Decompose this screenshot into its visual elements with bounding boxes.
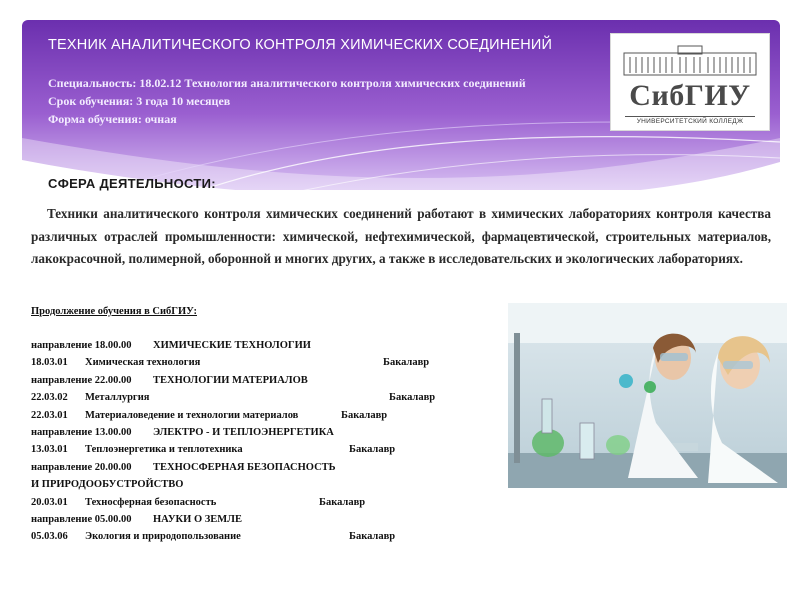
program-name: ЭЛЕКТРО - И ТЕПЛОЭНЕРГЕТИКА: [153, 426, 334, 438]
program-degree: Бакалавр: [389, 392, 436, 404]
program-degree: Бакалавр: [319, 496, 366, 508]
program-row: [31, 494, 501, 511]
program-code: 22.03.02: [31, 392, 68, 404]
program-degree: Бакалавр: [341, 409, 388, 421]
program-row: [31, 354, 501, 371]
logo-subtitle: УНИВЕРСИТЕТСКИЙ КОЛЛЕДЖ: [636, 118, 744, 125]
program-name: НАУКИ О ЗЕМЛЕ: [153, 513, 243, 525]
program-name: ТЕХНОЛОГИИ МАТЕРИАЛОВ: [153, 374, 308, 386]
program-code: И ПРИРОДООБУСТРОЙСТВО: [31, 479, 184, 491]
program-name: Металлургия: [85, 392, 150, 404]
program-row: [31, 372, 501, 389]
sphere-description: Техники аналитического контроля химических соединений работают в химических лабораториях контроля качества различных отраслей промышленности: химической, нефтехимической, фармацевтической, строительных материалов, лакокрасочной, полимерной, оборонной и многих других, а также в исследовательских и экологических лабораториях.: [31, 206, 771, 266]
program-row: [31, 424, 501, 441]
program-row: [31, 337, 501, 354]
specialty-text: Специальность: 18.02.12 Технология аналитического контроля химических соединений: [48, 76, 526, 90]
program-row: [31, 476, 501, 493]
program-code: направление 13.00.00: [31, 426, 132, 438]
building-icon: [620, 43, 760, 77]
program-name: Техносферная безопасность: [85, 496, 217, 508]
program-code: 05.03.06: [31, 531, 68, 543]
program-row: [31, 389, 501, 406]
program-meta: [48, 74, 588, 128]
program-degree: Бакалавр: [349, 444, 396, 456]
program-name: Теплоэнергетика и теплотехника: [85, 444, 243, 456]
logo-divider: [625, 116, 755, 117]
program-name: Химическая технология: [85, 357, 201, 369]
duration-text: Срок обучения: 3 года 10 месяцев: [48, 94, 231, 108]
form-text: Форма обучения: очная: [48, 112, 177, 126]
program-code: 13.03.01: [31, 444, 68, 456]
program-row: [31, 459, 501, 476]
program-row: [31, 407, 501, 424]
program-name: ТЕХНОСФЕРНАЯ БЕЗОПАСНОСТЬ: [153, 461, 336, 473]
program-name: Материаловедение и технологии материалов: [85, 409, 299, 421]
lab-photo: [508, 303, 787, 488]
page-title: ТЕХНИК АНАЛИТИЧЕСКОГО КОНТРОЛЯ ХИМИЧЕСКИХ СОЕДИНЕНИЙ: [48, 37, 553, 53]
program-degree: Бакалавр: [349, 531, 396, 543]
program-code: направление 22.00.00: [31, 374, 132, 386]
program-code: направление 18.00.00: [31, 340, 132, 351]
program-row: [31, 511, 501, 528]
continuation-list: [31, 337, 501, 546]
program-row: [31, 441, 501, 458]
program-code: направление 20.00.00: [31, 461, 132, 473]
sphere-heading: СФЕРА ДЕЯТЕЛЬНОСТИ:: [48, 176, 216, 191]
program-name: ХИМИЧЕСКИЕ ТЕХНОЛОГИИ: [153, 340, 311, 351]
program-code: направление 05.00.00: [31, 513, 132, 525]
logo-brand: СибГИУ: [629, 79, 751, 112]
program-degree: Бакалавр: [383, 357, 430, 369]
program-code: 18.03.01: [31, 357, 68, 369]
program-row: [31, 528, 501, 545]
program-code: 20.03.01: [31, 496, 68, 508]
continuation-section: [31, 303, 501, 546]
program-code: 22.03.01: [31, 409, 68, 421]
sibgiu-logo: [610, 33, 770, 131]
program-name: Экология и природопользование: [85, 531, 241, 543]
continuation-heading: Продолжение обучения в СибГИУ:: [31, 306, 197, 317]
